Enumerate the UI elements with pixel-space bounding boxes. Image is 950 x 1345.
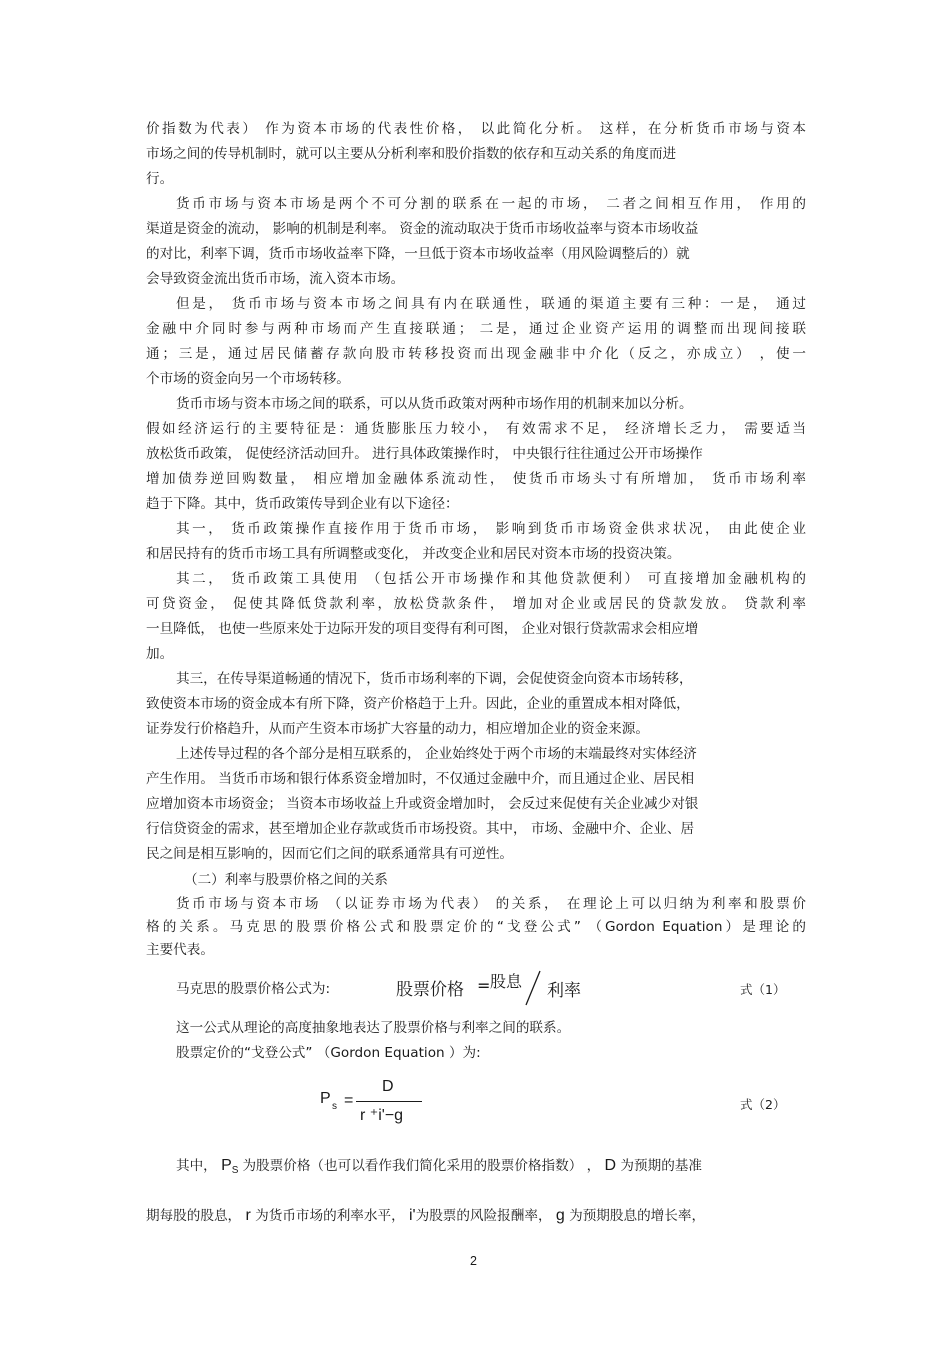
- formula2-denominator: r ⁺i'−g: [360, 1107, 404, 1124]
- text-line: 证券发行价格趋升，从而产生资本市场扩大容量的动力，相应增加企业的资金来源。: [146, 721, 649, 737]
- i-definition: 为股票的风险报酬率，: [415, 1208, 556, 1224]
- text-line: 市场之间的传导机制时，就可以主要从分析利率和股价指数的依存和互动关系的角度而进: [146, 146, 677, 162]
- text-line: 主要代表。: [146, 942, 214, 958]
- formula1-lhs: 股票价格: [396, 980, 464, 1000]
- text-line: 其一， 货币政策操作直接作用于货币市场， 影响到货币市场资金供求状况， 由此使企业: [176, 521, 806, 537]
- text-line: 其二， 货币政策工具使用 （包括公开市场操作和其他贷款便利） 可直接增加金融机构的: [176, 571, 806, 587]
- ps-definition: 为股票价格（也可以看作我们简化采用的股票价格指数） ，: [242, 1158, 605, 1174]
- text-line: 其三，在传导渠道畅通的情况下，货币市场利率的下调，会促使资金向资本市场转移，: [176, 671, 693, 687]
- text-line: 格的关系。马克思的股票价格公式和股票定价的“戈登公式” （Gordon Equation）是理论的: [146, 919, 806, 935]
- section-heading: （二）利率与股票价格之间的关系: [184, 872, 388, 888]
- gordon-intro: 股票定价的“戈登公式” （Gordon Equation ）为:: [176, 1045, 481, 1061]
- formula2-numerator: D: [382, 1078, 394, 1095]
- fraction-bar: [356, 1101, 422, 1102]
- formula2-equals: =: [344, 1092, 354, 1109]
- g-symbol: g: [555, 1207, 565, 1224]
- g-definition: 为预期股息的增长率，: [564, 1208, 706, 1224]
- text-line: 应增加资本市场资金； 当资本市场收益上升或资金增加时， 会反过来促使有关企业减少对银: [146, 796, 699, 812]
- formula1-denominator: 利率: [547, 981, 581, 1001]
- formula2-label: 式（2）: [740, 1097, 786, 1112]
- d-symbol: D: [604, 1157, 617, 1174]
- text-line: 增加债券逆回购数量， 相应增加金融体系流动性， 使货币市场头寸有所增加， 货币市场利率: [146, 471, 806, 487]
- text-line: 民之间是相互影响的，因而它们之间的联系通常具有可逆性。: [146, 846, 514, 862]
- def2-prefix: 期每股的股息，: [146, 1208, 246, 1224]
- text-line: 行。: [146, 171, 174, 187]
- formula1-label: 式（1）: [740, 982, 786, 997]
- formula2-p: P: [320, 1090, 331, 1107]
- text-line: 产生作用。 当货币市场和银行体系资金增加时，不仅通过金融中介，而且通过企业、居民相: [146, 771, 695, 787]
- text-line: 金融中介同时参与两种市场而产生直接联通； 二是，通过企业资产运用的调整而出现间接联: [146, 321, 806, 337]
- text-line: 的对比，利率下调，货币市场收益率下降，一旦低于资本市场收益率（用风险调整后的）就: [146, 246, 690, 262]
- d-definition: 为预期的基准: [616, 1158, 702, 1174]
- ps-symbol: P: [221, 1157, 232, 1174]
- formula1-intro: 马克思的股票价格公式为:: [176, 981, 331, 997]
- text-line: 趋于下降。其中，货币政策传导到企业有以下途径：: [146, 496, 459, 512]
- formula1-equals: =: [477, 976, 491, 995]
- text-line: 通；三是，通过居民储蓄存款向股市转移投资而出现金融非中介化（反之，亦成立） ，使一: [146, 346, 806, 362]
- formula2-subscript: s: [332, 1101, 337, 1112]
- text-line: 货币市场与资本市场之间的联系，可以从货币政策对两种市场作用的机制来加以分析。: [176, 396, 693, 412]
- formula1-numerator: 股息: [490, 972, 523, 991]
- text-line: 会导致资金流出货币市场，流入资本市场。: [146, 271, 405, 287]
- text-line: 渠道是资金的流动， 影响的机制是利率。 资金的流动取决于货币市场收益率与资本市场收益: [146, 221, 699, 237]
- i-symbol: i': [409, 1207, 416, 1224]
- text-line: 致使资本市场的资金成本有所下降，资产价格趋于上升。因此，企业的重置成本相对降低，: [146, 696, 690, 712]
- fraction-slash: [524, 970, 542, 1006]
- text-line: 个市场的资金向另一个市场转移。: [146, 371, 350, 387]
- text-line: 可贷资金， 促使其降低贷款利率，放松贷款条件， 增加对企业或居民的贷款发放。 贷款利率: [146, 596, 806, 612]
- text-line: 假如经济运行的主要特征是：通货膨胀压力较小， 有效需求不足， 经济增长乏力， 需要适当: [146, 421, 806, 437]
- text-line: 货币市场与资本市场 （以证券市场为代表） 的关系， 在理论上可以归纳为利率和股票价: [176, 896, 806, 912]
- ps-subscript: S: [231, 1165, 239, 1176]
- text-line: 加。: [146, 646, 174, 662]
- text-line: 和居民持有的货币市场工具有所调整或变化， 并改变企业和居民对资本市场的投资决策。: [146, 546, 681, 562]
- definitions-line-1: [176, 1154, 702, 1175]
- text-line: 但是， 货币市场与资本市场之间具有内在联通性，联通的渠道主要有三种：一是， 通过: [176, 296, 806, 312]
- text-line: 上述传导过程的各个部分是相互联系的， 企业始终处于两个市场的末端最终对实体经济: [176, 746, 697, 762]
- definitions-line-2: [146, 1204, 705, 1225]
- page-number: 2: [470, 1254, 477, 1268]
- text-line: 放松货币政策， 促使经济活动回升。 进行具体政策操作时， 中央银行往往通过公开市场操作: [146, 446, 703, 462]
- r-definition: 为货币市场的利率水平，: [250, 1208, 409, 1224]
- r-symbol: r: [245, 1207, 251, 1224]
- text-line: 一旦降低， 也使一些原来处于边际开发的项目变得有利可图， 企业对银行贷款需求会相应增: [146, 621, 699, 637]
- text-line: 价指数为代表） 作为资本市场的代表性价格， 以此简化分析。 这样，在分析货币市场与资本: [146, 121, 806, 137]
- text-line: 货币市场与资本市场是两个不可分割的联系在一起的市场， 二者之间相互作用， 作用的: [176, 196, 806, 212]
- def-prefix: 其中，: [176, 1158, 222, 1174]
- formula1-explanation: 这一公式从理论的高度抽象地表达了股票价格与利率之间的联系。: [176, 1020, 571, 1036]
- text-line: 行信贷资金的需求，甚至增加企业存款或货币市场投资。其中， 市场、金融中介、企业、居: [146, 821, 695, 837]
